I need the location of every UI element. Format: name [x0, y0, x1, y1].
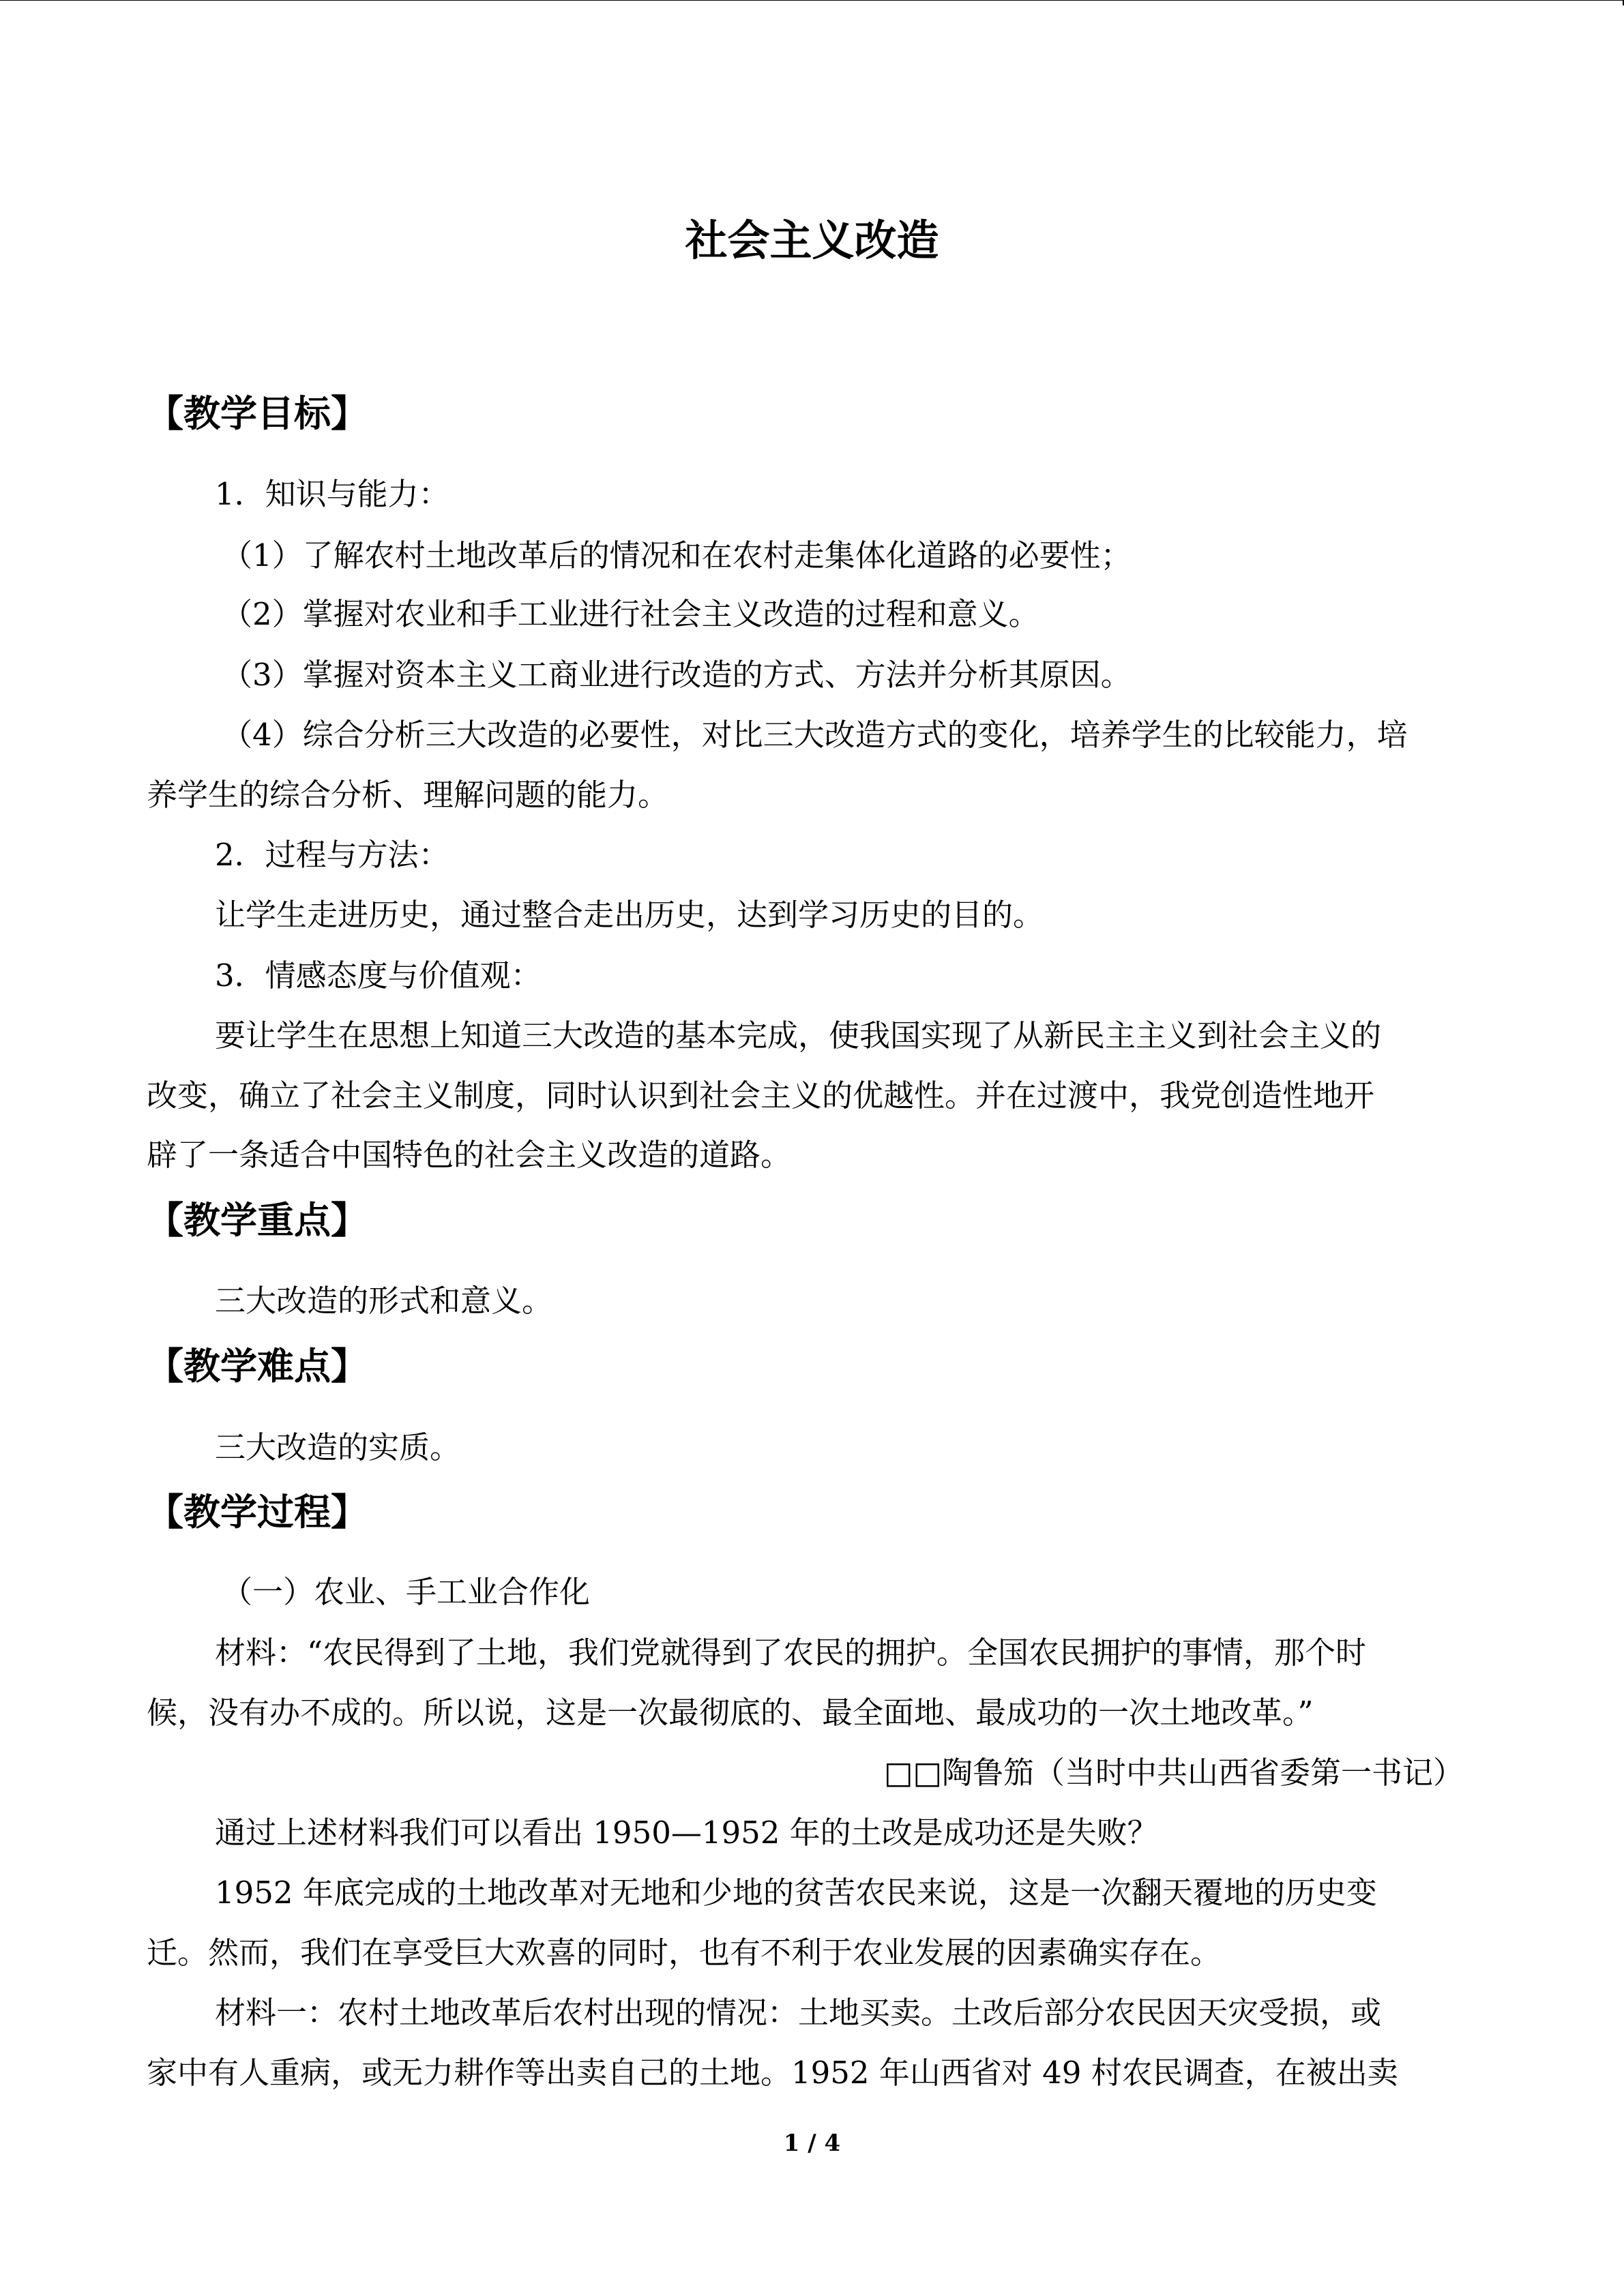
section-heading-goals: 【教学目标】: [147, 392, 368, 435]
quote-attribution: □□陶鲁笳（当时中共山西省委第一书记）: [883, 1755, 1464, 1791]
goal-item-1: 1．知识与能力：: [215, 476, 449, 512]
goal-item-1b: （2）掌握对农业和手工业进行社会主义改造的过程和意义。: [222, 596, 1039, 632]
goal-item-1d-line1: （4）综合分析三大改造的必要性，对比三大改造方式的变化，培养学生的比较能力，培: [222, 717, 1408, 753]
difficulty-text: 三大改造的实质。: [215, 1429, 461, 1465]
process-subheading-1: （一）农业、手工业合作化: [222, 1574, 591, 1610]
goal-item-3: 3．情感态度与价值观：: [215, 957, 542, 994]
section-heading-process: 【教学过程】: [147, 1491, 368, 1534]
goal-item-1a: （1）了解农村土地改革后的情况和在农村走集体化道路的必要性；: [222, 537, 1132, 573]
paragraph-1-line1: 1952 年底完成的土地改革对无地和少地的贫苦农民来说，这是一次翻天覆地的历史变: [215, 1875, 1377, 1911]
goal-item-3-line1: 要让学生在思想上知道三大改造的基本完成，使我国实现了从新民主主义到社会主义的: [215, 1017, 1382, 1054]
section-heading-difficulty: 【教学难点】: [147, 1345, 368, 1388]
material-1-line1: 材料一：农村土地改革后农村出现的情况：土地买卖。土改后部分农民因天灾受损，或: [215, 1995, 1382, 2031]
goal-item-2: 2．过程与方法：: [215, 837, 449, 873]
quote-line2: 候，没有办不成的。所以说，这是一次最彻底的、最全面地、最成功的一次土地改革。”: [147, 1695, 1314, 1731]
section-heading-key: 【教学重点】: [147, 1199, 368, 1242]
material-1-line2: 家中有人重病，或无力耕作等出卖自己的土地。1952 年山西省对 49 村农民调查，在被出卖: [147, 2055, 1398, 2091]
goal-item-1d-line2: 养学生的综合分析、理解问题的能力。: [147, 777, 669, 813]
goal-item-3-line2: 改变，确立了社会主义制度，同时认识到社会主义的优越性。并在过渡中，我党创造性地开: [147, 1077, 1375, 1114]
key-text: 三大改造的形式和意义。: [215, 1283, 553, 1319]
paragraph-1-line2: 迁。然而，我们在享受巨大欢喜的同时，也有不利于农业发展的因素确实存在。: [147, 1935, 1222, 1971]
question-text: 通过上述材料我们可以看出 1950—1952 年的土改是成功还是失败？: [215, 1815, 1158, 1851]
document-title: 社会主义改造: [685, 215, 939, 265]
goal-item-2-text: 让学生走进历史，通过整合走出历史，达到学习历史的目的。: [215, 897, 1044, 933]
quote-line1: 材料：“农民得到了土地，我们党就得到了农民的拥护。全国农民拥护的事情，那个时: [215, 1635, 1367, 1671]
page-number: 1 / 4: [783, 2130, 841, 2157]
goal-item-3-line3: 辟了一条适合中国特色的社会主义改造的道路。: [147, 1137, 792, 1173]
page-top-border: [0, 0, 1623, 1]
goal-item-1c: （3）掌握对资本主义工商业进行改造的方式、方法并分析其原因。: [222, 657, 1132, 693]
